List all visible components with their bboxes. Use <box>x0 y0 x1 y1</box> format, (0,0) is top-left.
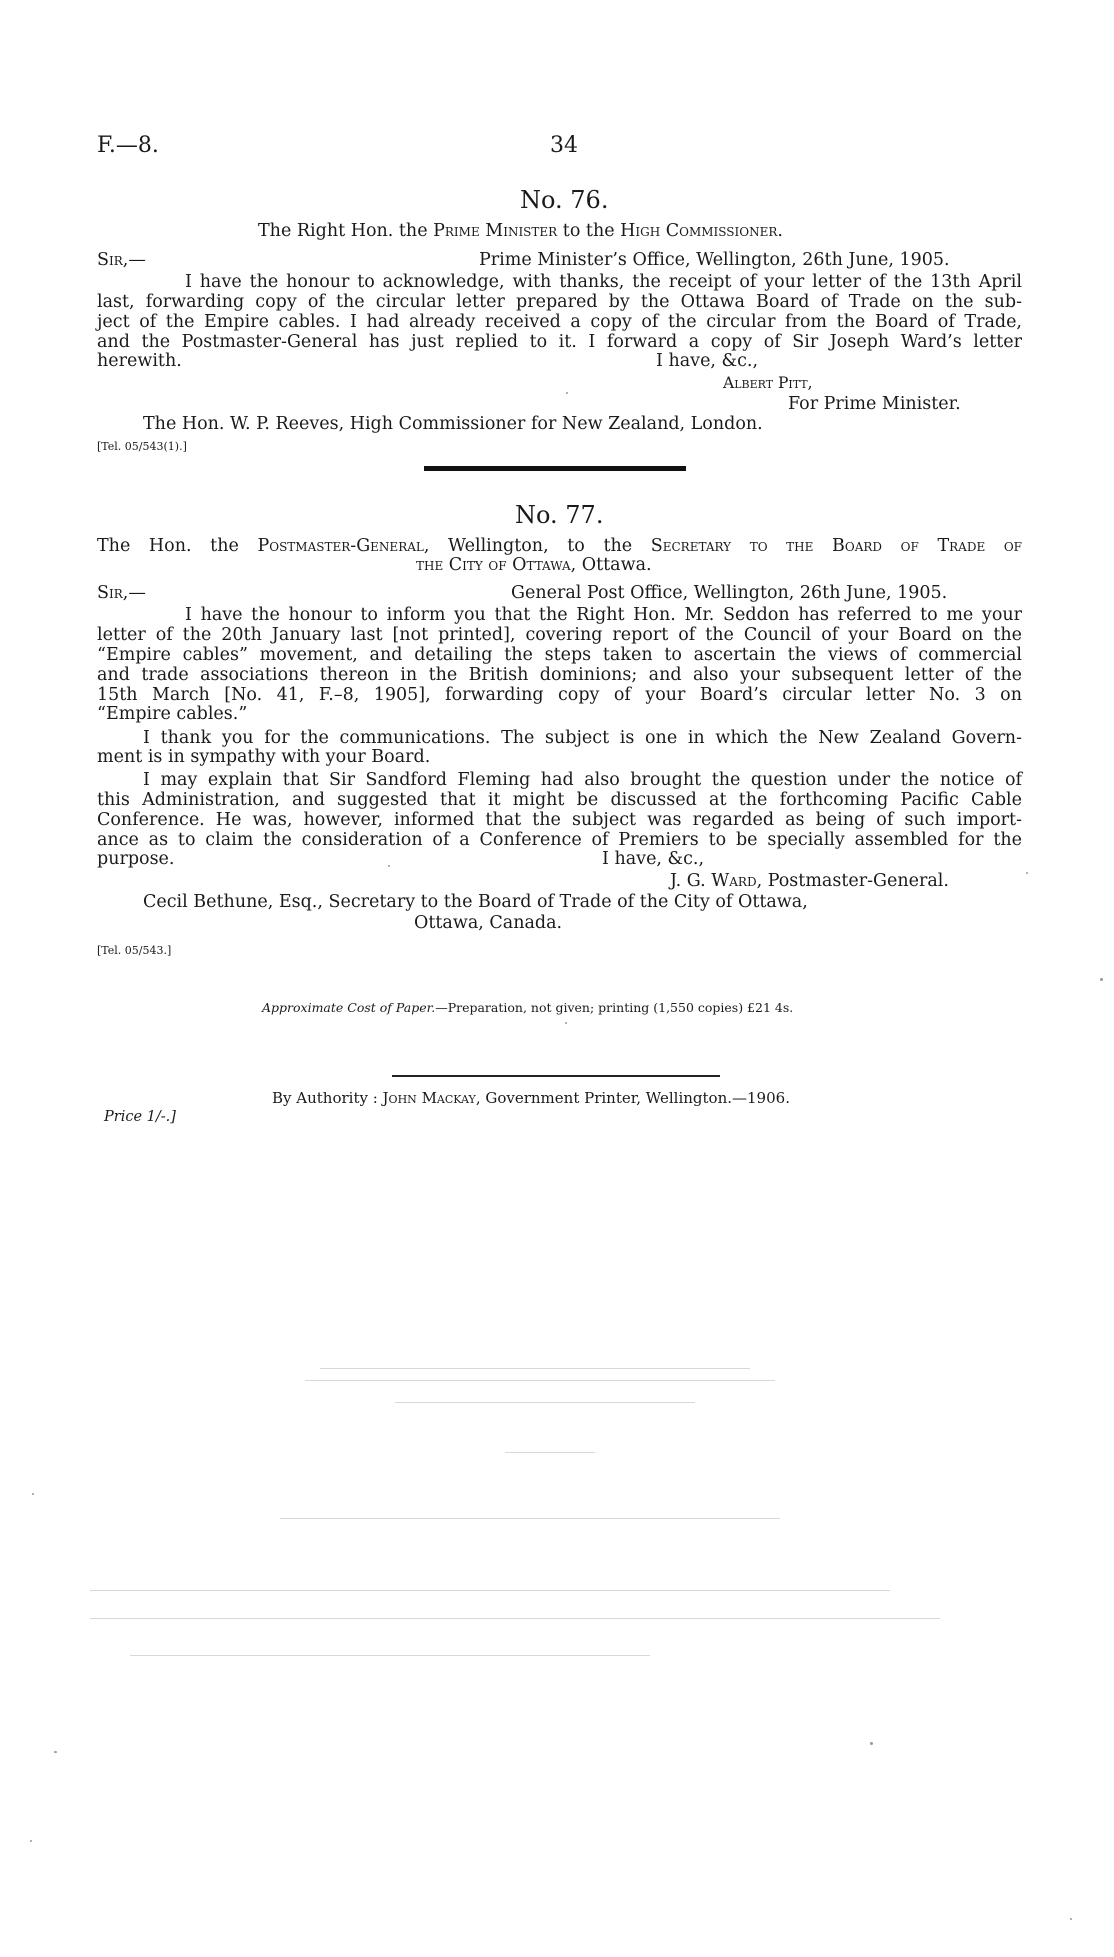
letter-77-line: this Administration, and suggested that it might be discussed at the forthcoming Pacific Cable <box>97 790 1022 810</box>
letter-76-salutation: Sir,— <box>97 250 146 270</box>
title-text: , Wellington, to the <box>423 536 651 556</box>
scan-speck <box>30 1840 32 1842</box>
letter-77-line: I have the honour to inform you that the Right Hon. Mr. Seddon has referred to me your <box>185 605 1022 625</box>
letter-76-line: I have the honour to acknowledge, with thanks, the receipt of your letter of the 13th April <box>185 272 1022 292</box>
price: Price 1/-.] <box>104 1109 176 1125</box>
printer-imprint <box>272 1089 790 1107</box>
letter-77-line: “Empire cables” movement, and detailing the steps taken to ascertain the views of commercial <box>97 645 1022 665</box>
imprint-text: , Government Printer, Wellington.—1906. <box>475 1089 790 1107</box>
letter-77-line: ance as to claim the consideration of a Conference of Premiers to be specially assembled for the <box>97 830 1022 850</box>
letter-77-line: I thank you for the communications. The subject is one in which the New Zealand Govern- <box>143 728 1022 748</box>
letter-76-signature-role: For Prime Minister. <box>788 394 961 414</box>
scan-speck <box>1100 978 1103 981</box>
section-divider <box>424 466 686 471</box>
scan-speck <box>1026 872 1028 874</box>
scan-speck <box>388 865 390 867</box>
letter-76-address: Prime Minister’s Office, Wellington, 26th June, 1905. <box>479 250 950 270</box>
cost-label: Approximate Cost of Paper. <box>262 1000 436 1015</box>
letter-76-number: No. 76. <box>520 186 609 214</box>
scan-artifact <box>305 1380 775 1381</box>
title-recipient: the City of Ottawa <box>416 555 571 575</box>
letter-76-file-reference: [Tel. 05/543(1).] <box>97 440 187 453</box>
scan-artifact <box>90 1618 940 1619</box>
letter-77-salutation: Sir,— <box>97 583 146 603</box>
scan-artifact <box>90 1590 890 1591</box>
title-recipient: Secretary to the Board of Trade of <box>650 536 1022 556</box>
scan-artifact <box>395 1402 695 1403</box>
letter-77-line: I may explain that Sir Sandford Fleming had also brought the question under the notice of <box>143 770 1022 790</box>
letter-76-title <box>258 221 783 241</box>
title-text: , Ottawa. <box>570 555 652 575</box>
footer-divider <box>392 1075 720 1077</box>
letter-77-line: “Empire cables.” <box>97 704 248 724</box>
title-text: The Right Hon. the <box>258 221 434 241</box>
letter-77-addressee-line2: Ottawa, Canada. <box>414 913 563 933</box>
letter-77-line: and trade associations thereon in the British dominions; and also your subsequent letter of the <box>97 665 1022 685</box>
letter-77-title-line2 <box>416 555 652 575</box>
letter-77-addressee: Cecil Bethune, Esq., Secretary to the Board of Trade of the City of Ottawa, <box>143 892 808 912</box>
letter-77-file-reference: [Tel. 05/543.] <box>97 944 172 957</box>
signature-role: , Postmaster-General. <box>756 871 949 891</box>
letter-76-addressee: The Hon. W. P. Reeves, High Commissioner for New Zealand, London. <box>143 414 763 434</box>
letter-77-line: purpose. <box>97 849 175 869</box>
scan-speck <box>565 1022 567 1024</box>
title-recipient: High Commissioner <box>620 221 778 241</box>
letter-77-line: letter of the 20th January last [not printed], covering report of the Council of your Board on the <box>97 625 1022 645</box>
letter-77-number: No. 77. <box>515 501 604 529</box>
letter-76-line: last, forwarding copy of the circular letter prepared by the Ottawa Board of Trade on the sub- <box>97 292 1022 312</box>
scan-speck <box>566 392 568 394</box>
title-text: The Hon. the <box>97 536 258 556</box>
scan-artifact <box>280 1518 780 1519</box>
letter-77-closing: I have, &c., <box>602 849 705 869</box>
cost-of-paper <box>262 1000 793 1015</box>
scan-speck <box>1070 1918 1072 1920</box>
scan-speck <box>870 1742 873 1745</box>
title-sender: Postmaster-General <box>257 536 424 556</box>
letter-76-closing: I have, &c., <box>656 351 759 371</box>
imprint-text: By Authority : <box>272 1089 383 1107</box>
imprint-printer-name: John Mackay <box>382 1089 476 1107</box>
letter-76-signature: Albert Pitt, <box>723 374 813 392</box>
title-text: to the <box>557 221 621 241</box>
letter-77-signature <box>670 872 949 892</box>
letter-76-line: ject of the Empire cables. I had already received a copy of the circular from the Board of Trade, <box>97 312 1022 332</box>
scan-artifact <box>505 1452 595 1453</box>
letter-77-line: ment is in sympathy with your Board. <box>97 747 431 767</box>
scan-speck <box>32 1493 34 1495</box>
title-sender: Prime Minister <box>433 221 558 241</box>
letter-76-line: herewith. <box>97 351 182 371</box>
scan-artifact <box>320 1368 750 1369</box>
signature-name: J. G. Ward <box>670 871 757 891</box>
document-reference: F.—8. <box>97 133 159 158</box>
letter-77-line: Conference. He was, however, informed that the subject was regarded as being of such import- <box>97 810 1022 830</box>
scan-artifact <box>130 1655 650 1656</box>
letter-77-title <box>97 536 1022 556</box>
page-number: 34 <box>550 133 578 158</box>
scan-speck <box>54 1751 57 1753</box>
title-text: . <box>777 221 783 241</box>
letter-76-line: and the Postmaster-General has just replied to it. I forward a copy of Sir Joseph Ward’s letter <box>97 332 1022 352</box>
cost-text: —Preparation, not given; printing (1,550 copies) £21 4s. <box>435 1000 794 1015</box>
letter-77-address: General Post Office, Wellington, 26th June, 1905. <box>511 583 948 603</box>
letter-77-line: 15th March [No. 41, F.–8, 1905], forwarding copy of your Board’s circular letter No. 3 on <box>97 685 1022 705</box>
